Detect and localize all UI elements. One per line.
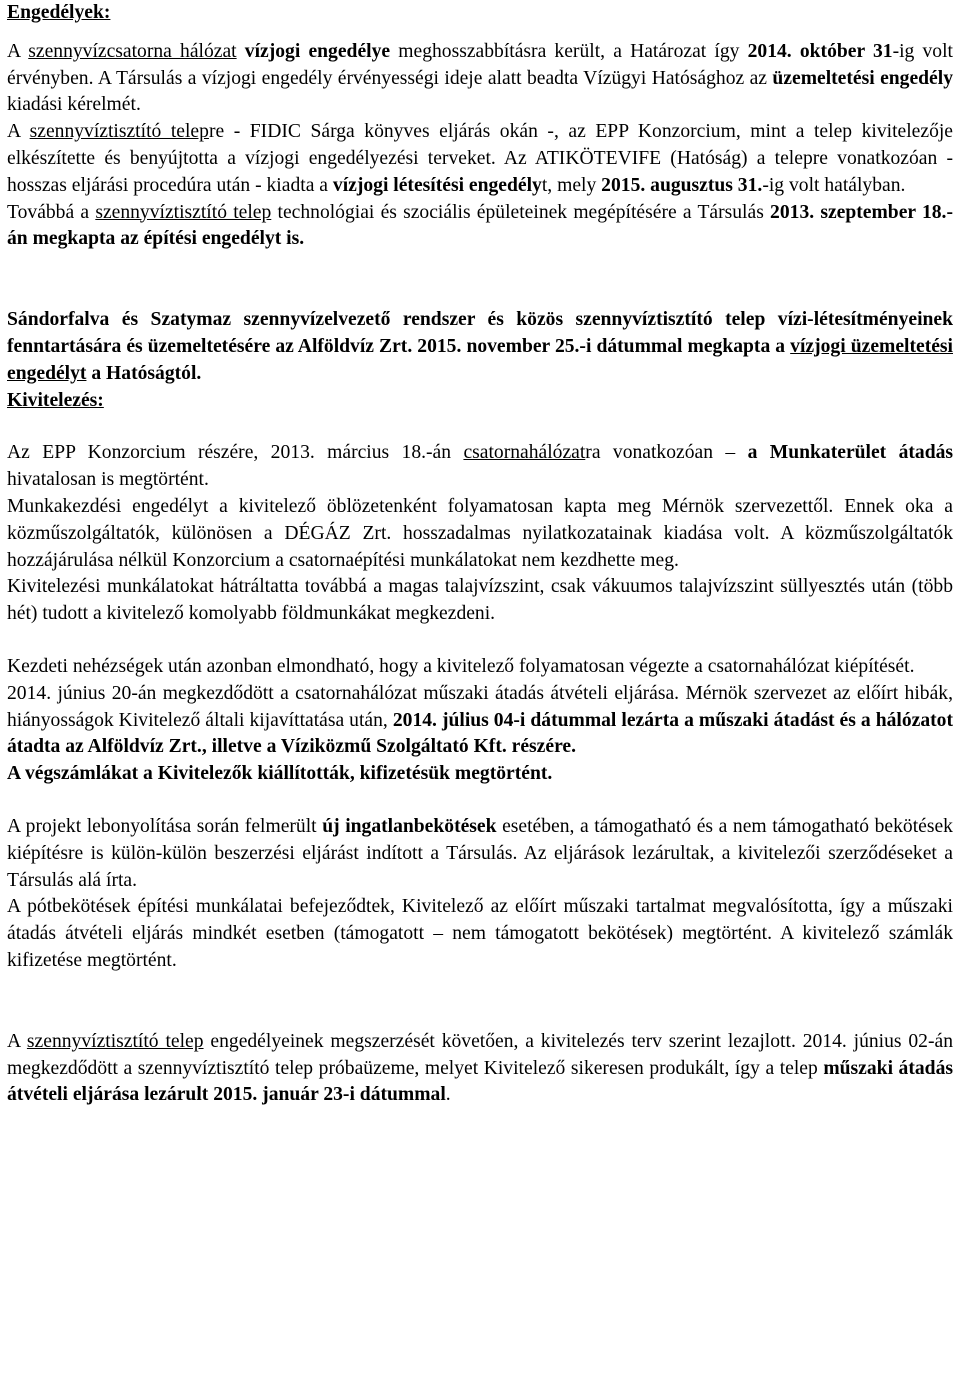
paragraph-letesitesi-engedely [7,119,953,199]
text-run: 2014. június 20-án megkezdődött a csatornahálózat műszaki átadás átvételi eljárása. Mérnök szervezet az előírt hibák, hiányosságok Kivitelező általi kijavíttatása után, [7,682,953,731]
text-run: kiadási kérelmét. [7,94,141,116]
underlined-text: csatornahálózat [463,442,586,464]
spacer [7,788,953,814]
paragraph-epitesi-engedely [7,200,953,254]
paragraph-vizjogi-engedely [7,39,953,119]
text-run: Kivitelezési munkálatokat hátráltatta továbbá a magas talajvízszint, csak vákuumos talajvízszint süllyesztés után (több hét) tudott a kivitelező komolyabb földmunkákat megkezdeni. [7,576,953,625]
text-run: Továbbá a [7,201,96,223]
text-run: Munkakezdési engedélyt a kivitelező öblözetenként folyamatosan kapta meg Mérnök szervezettől. Ennek oka a közműszolgáltatók, különösen a DÉGÁZ Zrt. hosszadalmas nyilatkozatainak kiadása volt. A közműszolgáltatók hozzájárulása nélkül Konzorcium a csatornaépítési munkálatokat nem kezdhette meg. [7,495,953,571]
bold-text: vízjogi engedélye [244,40,391,62]
bold-text: 2015. augusztus 31. [601,174,763,196]
bold-text: Sándorfalva és Szatymaz szennyvízelvezető rendszer és közös szennyvíztisztító telep vízi-létesítményeinek fenntartására és üzemeltetésére az Alföldvíz Zrt. 2015. november 25.-i dátummal megkapta a [7,309,953,357]
spacer [7,414,953,440]
text-run: -ig volt érvényben. A Társulás a vízjogi engedély érvényességi ideje alatt beadta Vízügyi Hatósághoz az [7,40,953,89]
bold-text: üzemeltetési engedély [772,67,953,89]
bold-text: A végszámlákat a Kivitelezők kiállították, kifizetésük megtörtént. [7,763,553,785]
underlined-text: szennyvíztisztító telep [95,201,272,223]
bold-text: 2013. szeptember 18.-án megkapta az építési engedélyt is. [7,201,953,250]
text-run: Kezdeti nehézségek után azonban elmondható, hogy a kivitelező folyamatosan végezte a csatornahálózat kiépítését. [7,655,915,677]
text-run [237,41,245,62]
bold-text: új ingatlanbekötések [322,815,497,837]
bold-text: 2014. október 31 [747,40,893,62]
bold-text: a Munkaterület átadás [747,442,954,464]
text-run: esetében, a támogatható és a nem támogatható bekötések kiépítésre is külön-külön beszerzési eljárást indított a Társulás. Az eljárások lezárultak, a kivitelezői szerződéseket a Társulás alá írta. [7,815,953,891]
bold-text: műszaki átadás átvételi eljárása lezárult 2015. január 23-i dátummal [7,1057,953,1106]
bold-text: vízjogi létesítési engedély [332,174,542,196]
text-run: Az EPP Konzorcium részére, 2013. március 18.-án [7,442,464,464]
paragraph-munkaterulet-atadas [7,440,953,494]
paragraph-vegszamlak [7,761,953,788]
bold-text: 2014. július 04-i dátummal lezárta a műszaki átadást és a hálózatot átadta az Alföldvíz Zrt., illetve a Víziközmű Szolgáltató Kft. részére. [7,709,953,758]
text-run: ra vonatkozóan – [585,442,748,464]
spacer [7,628,953,654]
spacer [7,975,953,1029]
paragraph-muszaki-atadas [7,681,953,761]
text-run: A [7,40,29,62]
bold-text: a Hatóságtól. [86,362,202,384]
text-run: A [7,121,30,143]
text-run: engedélyeinek megszerzését követően, a kivitelezés terv szerint lezajlott. 2014. június 02-án megkezdődött a szennyvíztisztító telep próbaüzeme, melyet Kivitelező sikeresen produkált, így a telep [7,1030,953,1079]
text-run: A pótbekötések építési munkálatai befejeződtek, Kivitelező az előírt műszaki tartalmat megvalósította, így a műszaki átadás átvételi eljárás mindkét esetben (támogatott – nem támogatott bekötések) megtörtént. A kivitelező számlák kifizetése megtörtént. [7,896,953,971]
text-run: . [445,1084,451,1106]
spacer [7,27,953,39]
spacer [7,253,953,307]
paragraph-munkakezdesi-engedely [7,494,953,574]
paragraph-uj-ingatlanbekotesek [7,814,953,894]
underlined-text: szennyvíztisztító telep [26,1030,204,1052]
text-run: t, mely [541,174,602,196]
text-run: technológiai és szociális épületeinek megépítésére a Társulás [271,201,771,223]
text-run: re - FIDIC Sárga könyves eljárás okán -, az EPP Konzorcium, mint a telep kivitelezője elkészítette és benyújtotta a vízjogi engedélyezési terveket. Az ATIKÖTEVIFE (Hatóság) a telepre vonatkozóan - hosszas eljárási procedúra után - kiadta a [7,121,954,196]
paragraph-csatornahalozat-kiepites [7,654,953,681]
section-heading-kivitelezes: Kivitelezés: [7,389,104,411]
text-run: hivatalosan is megtörtént. [7,469,209,491]
underlined-text: szennyvízcsatorna hálózat [28,40,237,62]
bold-underlined-text: vízjogi üzemeltetési engedélyt [7,335,953,384]
text-run: -ig volt hatályban. [762,174,906,196]
underlined-text: szennyvíztisztító telep [29,121,209,143]
text-run: A [7,1030,27,1052]
text-run: A projekt lebonyolítása során felmerült [7,815,323,837]
paragraph-talajvizszint [7,574,953,628]
document-page [7,0,953,1109]
paragraph-szennyviztisztito-telep-probauzem [7,1029,953,1109]
text-run: meghosszabbításra került, a Határozat így [390,40,748,62]
paragraph-potbekotesek [7,894,953,974]
paragraph-uzemeltetesi-engedely [7,307,953,387]
section-heading-engedelyek: Engedélyek: [7,2,111,23]
